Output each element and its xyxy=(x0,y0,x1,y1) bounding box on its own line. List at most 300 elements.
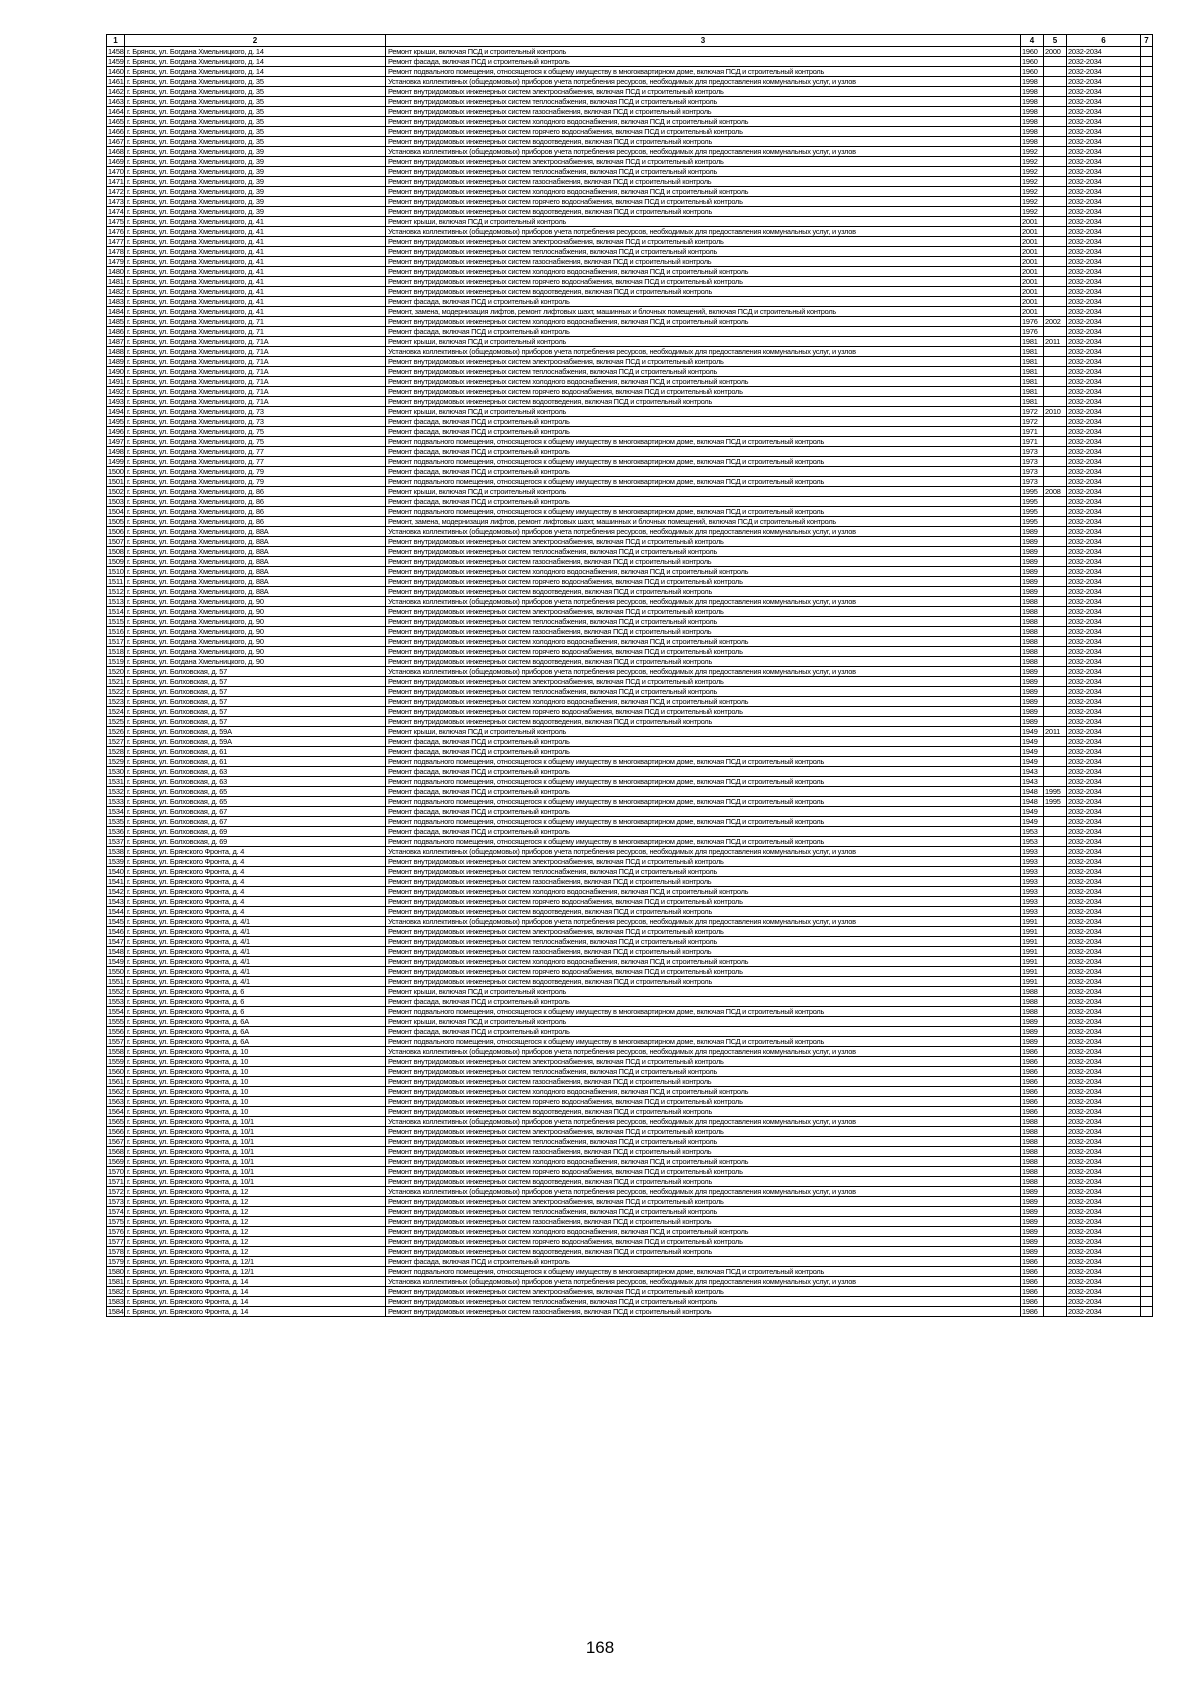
build-year-cell: 1988 xyxy=(1021,997,1044,1007)
table-row xyxy=(107,807,1153,817)
work-type-cell: Ремонт внутридомовых инженерных систем газоснабжения, включая ПСД и строительный контроль xyxy=(386,1217,1021,1227)
last-repair-year-cell xyxy=(1044,1207,1067,1217)
table-row xyxy=(107,637,1153,647)
last-repair-year-cell xyxy=(1044,997,1067,1007)
address-cell: г. Брянск, ул. Брянского Фронта, д. 14 xyxy=(125,1287,386,1297)
planned-period-cell: 2032-2034 xyxy=(1067,137,1141,147)
table-row xyxy=(107,967,1153,977)
empty-cell xyxy=(1141,217,1153,227)
empty-cell xyxy=(1141,87,1153,97)
last-repair-year-cell xyxy=(1044,667,1067,677)
build-year-cell: 2001 xyxy=(1021,217,1044,227)
empty-cell xyxy=(1141,1187,1153,1197)
empty-cell xyxy=(1141,987,1153,997)
address-cell: г. Брянск, ул. Богдана Хмельницкого, д. 88А xyxy=(125,587,386,597)
address-cell: г. Брянск, ул. Болховская, д. 65 xyxy=(125,787,386,797)
build-year-cell: 1991 xyxy=(1021,937,1044,947)
build-year-cell: 1989 xyxy=(1021,527,1044,537)
planned-period-cell: 2032-2034 xyxy=(1067,377,1141,387)
planned-period-cell: 2032-2034 xyxy=(1067,567,1141,577)
table-row xyxy=(107,1267,1153,1277)
address-cell: г. Брянск, ул. Богдана Хмельницкого, д. 90 xyxy=(125,617,386,627)
address-cell: г. Брянск, ул. Болховская, д. 57 xyxy=(125,717,386,727)
work-type-cell: Установка коллективных (общедомовых) приборов учета потребления ресурсов, необходимых для предоставления коммунальных услуг, и узлов xyxy=(386,1187,1021,1197)
build-year-cell: 1992 xyxy=(1021,177,1044,187)
row-number-cell: 1542 xyxy=(108,887,124,896)
build-year-cell: 1988 xyxy=(1021,1137,1044,1147)
address-cell: г. Брянск, ул. Богдана Хмельницкого, д. 14 xyxy=(125,47,386,57)
table-row xyxy=(107,1047,1153,1057)
planned-period-cell: 2032-2034 xyxy=(1067,1167,1141,1177)
address-cell: г. Брянск, ул. Брянского Фронта, д. 12/1 xyxy=(125,1257,386,1267)
address-cell: г. Брянск, ул. Болховская, д. 69 xyxy=(125,837,386,847)
row-number-cell: 1555 xyxy=(108,1017,124,1026)
row-number-cell: 1489 xyxy=(108,357,124,366)
work-type-cell: Ремонт крыши, включая ПСД и строительный контроль xyxy=(386,337,1021,347)
last-repair-year-cell xyxy=(1044,757,1067,767)
last-repair-year-cell: 2000 xyxy=(1044,47,1067,57)
build-year-cell: 1988 xyxy=(1021,1127,1044,1137)
address-cell: г. Брянск, ул. Богдана Хмельницкого, д. 88А xyxy=(125,557,386,567)
work-type-cell: Ремонт внутридомовых инженерных систем водоотведения, включая ПСД и строительный контроль xyxy=(386,207,1021,217)
address-cell: г. Брянск, ул. Брянского Фронта, д. 14 xyxy=(125,1297,386,1307)
planned-period-cell: 2032-2034 xyxy=(1067,1227,1141,1237)
last-repair-year-cell xyxy=(1044,1167,1067,1177)
empty-cell xyxy=(1141,467,1153,477)
table-row xyxy=(107,397,1153,407)
address-cell: г. Брянск, ул. Богдана Хмельницкого, д. 35 xyxy=(125,77,386,87)
table-row xyxy=(107,627,1153,637)
row-number-cell: 1467 xyxy=(108,137,124,146)
table-row xyxy=(107,457,1153,467)
last-repair-year-cell xyxy=(1044,377,1067,387)
table-row xyxy=(107,417,1153,427)
work-type-cell: Установка коллективных (общедомовых) приборов учета потребления ресурсов, необходимых для предоставления коммунальных услуг, и узлов xyxy=(386,917,1021,927)
empty-cell xyxy=(1141,47,1153,57)
last-repair-year-cell xyxy=(1044,957,1067,967)
build-year-cell: 1986 xyxy=(1021,1257,1044,1267)
planned-period-cell: 2032-2034 xyxy=(1067,537,1141,547)
header-col-3: 3 xyxy=(386,35,1021,47)
work-type-cell: Ремонт внутридомовых инженерных систем теплоснабжения, включая ПСД и строительный контроль xyxy=(386,1067,1021,1077)
build-year-cell: 1998 xyxy=(1021,117,1044,127)
build-year-cell: 1991 xyxy=(1021,947,1044,957)
address-cell: г. Брянск, ул. Богдана Хмельницкого, д. 41 xyxy=(125,267,386,277)
work-type-cell: Ремонт крыши, включая ПСД и строительный контроль xyxy=(386,1017,1021,1027)
build-year-cell: 1989 xyxy=(1021,1247,1044,1257)
last-repair-year-cell xyxy=(1044,547,1067,557)
address-cell: г. Брянск, ул. Болховская, д. 61 xyxy=(125,757,386,767)
empty-cell xyxy=(1141,1007,1153,1017)
table-row xyxy=(107,407,1153,417)
table-row xyxy=(107,887,1153,897)
row-number-cell: 1465 xyxy=(108,117,124,126)
planned-period-cell: 2032-2034 xyxy=(1067,157,1141,167)
empty-cell xyxy=(1141,607,1153,617)
row-number-cell: 1493 xyxy=(108,397,124,406)
last-repair-year-cell xyxy=(1044,977,1067,987)
address-cell: г. Брянск, ул. Богдана Хмельницкого, д. 41 xyxy=(125,297,386,307)
last-repair-year-cell xyxy=(1044,817,1067,827)
empty-cell xyxy=(1141,107,1153,117)
empty-cell xyxy=(1141,397,1153,407)
planned-period-cell: 2032-2034 xyxy=(1067,57,1141,67)
build-year-cell: 1973 xyxy=(1021,467,1044,477)
build-year-cell: 1972 xyxy=(1021,417,1044,427)
planned-period-cell: 2032-2034 xyxy=(1067,327,1141,337)
header-col-1: 1 xyxy=(107,35,125,47)
address-cell: г. Брянск, ул. Богдана Хмельницкого, д. 75 xyxy=(125,427,386,437)
address-cell: г. Брянск, ул. Богдана Хмельницкого, д. 41 xyxy=(125,287,386,297)
work-type-cell: Ремонт внутридомовых инженерных систем теплоснабжения, включая ПСД и строительный контроль xyxy=(386,167,1021,177)
row-number-cell: 1548 xyxy=(108,947,124,956)
address-cell: г. Брянск, ул. Богдана Хмельницкого, д. 88А xyxy=(125,567,386,577)
empty-cell xyxy=(1141,127,1153,137)
row-number-cell: 1582 xyxy=(108,1287,124,1296)
planned-period-cell: 2032-2034 xyxy=(1067,397,1141,407)
row-number-cell: 1519 xyxy=(108,657,124,666)
work-type-cell: Ремонт внутридомовых инженерных систем электроснабжения, включая ПСД и строительный контроль xyxy=(386,1057,1021,1067)
address-cell: г. Брянск, ул. Богдана Хмельницкого, д. 71 xyxy=(125,327,386,337)
table-row xyxy=(107,1297,1153,1307)
address-cell: г. Брянск, ул. Болховская, д. 57 xyxy=(125,667,386,677)
address-cell: г. Брянск, ул. Брянского Фронта, д. 6 xyxy=(125,997,386,1007)
empty-cell xyxy=(1141,567,1153,577)
empty-cell xyxy=(1141,697,1153,707)
planned-period-cell: 2032-2034 xyxy=(1067,227,1141,237)
row-number-cell: 1534 xyxy=(108,807,124,816)
last-repair-year-cell xyxy=(1044,157,1067,167)
empty-cell xyxy=(1141,1077,1153,1087)
work-type-cell: Ремонт фасада, включая ПСД и строительный контроль xyxy=(386,327,1021,337)
work-type-cell: Ремонт внутридомовых инженерных систем электроснабжения, включая ПСД и строительный контроль xyxy=(386,87,1021,97)
planned-period-cell: 2032-2034 xyxy=(1067,1237,1141,1247)
planned-period-cell: 2032-2034 xyxy=(1067,1287,1141,1297)
planned-period-cell: 2032-2034 xyxy=(1067,987,1141,997)
address-cell: г. Брянск, ул. Богдана Хмельницкого, д. 41 xyxy=(125,227,386,237)
work-type-cell: Ремонт фасада, включая ПСД и строительный контроль xyxy=(386,747,1021,757)
last-repair-year-cell xyxy=(1044,527,1067,537)
build-year-cell: 1993 xyxy=(1021,857,1044,867)
row-number-cell: 1486 xyxy=(108,327,124,336)
address-cell: г. Брянск, ул. Брянского Фронта, д. 6А xyxy=(125,1027,386,1037)
planned-period-cell: 2032-2034 xyxy=(1067,937,1141,947)
empty-cell xyxy=(1141,307,1153,317)
last-repair-year-cell xyxy=(1044,397,1067,407)
header-col-2: 2 xyxy=(125,35,386,47)
work-type-cell: Ремонт, замена, модернизация лифтов, ремонт лифтовых шахт, машинных и блочных помещений, включая ПСД и строительный контроль xyxy=(386,307,1021,317)
table-row xyxy=(107,67,1153,77)
last-repair-year-cell xyxy=(1044,1007,1067,1017)
planned-period-cell: 2032-2034 xyxy=(1067,277,1141,287)
address-cell: г. Брянск, ул. Богдана Хмельницкого, д. 71А xyxy=(125,377,386,387)
last-repair-year-cell: 2011 xyxy=(1044,337,1067,347)
address-cell: г. Брянск, ул. Брянского Фронта, д. 10 xyxy=(125,1057,386,1067)
row-number-cell: 1483 xyxy=(108,297,124,306)
table-row xyxy=(107,827,1153,837)
empty-cell xyxy=(1141,1267,1153,1277)
address-cell: г. Брянск, ул. Богдана Хмельницкого, д. 41 xyxy=(125,247,386,257)
table-row xyxy=(107,217,1153,227)
empty-cell xyxy=(1141,907,1153,917)
last-repair-year-cell xyxy=(1044,557,1067,567)
empty-cell xyxy=(1141,837,1153,847)
build-year-cell: 2001 xyxy=(1021,257,1044,267)
row-number-cell: 1531 xyxy=(108,777,124,786)
build-year-cell: 1989 xyxy=(1021,1037,1044,1047)
planned-period-cell: 2032-2034 xyxy=(1067,587,1141,597)
last-repair-year-cell: 1995 xyxy=(1044,797,1067,807)
empty-cell xyxy=(1141,967,1153,977)
planned-period-cell: 2032-2034 xyxy=(1067,517,1141,527)
build-year-cell: 2001 xyxy=(1021,267,1044,277)
work-type-cell: Ремонт внутридомовых инженерных систем водоотведения, включая ПСД и строительный контроль xyxy=(386,287,1021,297)
address-cell: г. Брянск, ул. Брянского Фронта, д. 4 xyxy=(125,897,386,907)
table-row xyxy=(107,1087,1153,1097)
planned-period-cell: 2032-2034 xyxy=(1067,97,1141,107)
planned-period-cell: 2032-2034 xyxy=(1067,147,1141,157)
table-row xyxy=(107,157,1153,167)
empty-cell xyxy=(1141,577,1153,587)
row-number-cell: 1469 xyxy=(108,157,124,166)
work-type-cell: Установка коллективных (общедомовых) приборов учета потребления ресурсов, необходимых для предоставления коммунальных услуг, и узлов xyxy=(386,667,1021,677)
table-row xyxy=(107,787,1153,797)
table-row xyxy=(107,617,1153,627)
table-row xyxy=(107,337,1153,347)
row-number-cell: 1541 xyxy=(108,877,124,886)
planned-period-cell: 2032-2034 xyxy=(1067,287,1141,297)
row-number-cell: 1505 xyxy=(108,517,124,526)
table-row xyxy=(107,87,1153,97)
build-year-cell: 2001 xyxy=(1021,287,1044,297)
last-repair-year-cell xyxy=(1044,417,1067,427)
build-year-cell: 1998 xyxy=(1021,107,1044,117)
empty-cell xyxy=(1141,117,1153,127)
planned-period-cell: 2032-2034 xyxy=(1067,207,1141,217)
build-year-cell: 1991 xyxy=(1021,957,1044,967)
address-cell: г. Брянск, ул. Богдана Хмельницкого, д. 90 xyxy=(125,657,386,667)
address-cell: г. Брянск, ул. Болховская, д. 63 xyxy=(125,777,386,787)
last-repair-year-cell xyxy=(1044,697,1067,707)
last-repair-year-cell xyxy=(1044,627,1067,637)
table-row xyxy=(107,1307,1153,1317)
work-type-cell: Ремонт фасада, включая ПСД и строительный контроль xyxy=(386,1257,1021,1267)
planned-period-cell: 2032-2034 xyxy=(1067,827,1141,837)
empty-cell xyxy=(1141,1227,1153,1237)
empty-cell xyxy=(1141,247,1153,257)
build-year-cell: 1948 xyxy=(1021,797,1044,807)
planned-period-cell: 2032-2034 xyxy=(1067,577,1141,587)
empty-cell xyxy=(1141,1237,1153,1247)
table-row xyxy=(107,227,1153,237)
row-number-cell: 1527 xyxy=(108,737,124,746)
empty-cell xyxy=(1141,77,1153,87)
last-repair-year-cell xyxy=(1044,737,1067,747)
row-number-cell: 1515 xyxy=(108,617,124,626)
row-number-cell: 1484 xyxy=(108,307,124,316)
address-cell: г. Брянск, ул. Брянского Фронта, д. 10/1 xyxy=(125,1177,386,1187)
address-cell: г. Брянск, ул. Брянского Фронта, д. 4/1 xyxy=(125,977,386,987)
last-repair-year-cell xyxy=(1044,877,1067,887)
empty-cell xyxy=(1141,587,1153,597)
build-year-cell: 1989 xyxy=(1021,1227,1044,1237)
table-row xyxy=(107,557,1153,567)
planned-period-cell: 2032-2034 xyxy=(1067,857,1141,867)
planned-period-cell: 2032-2034 xyxy=(1067,1107,1141,1117)
planned-period-cell: 2032-2034 xyxy=(1067,977,1141,987)
work-type-cell: Ремонт внутридомовых инженерных систем газоснабжения, включая ПСД и строительный контроль xyxy=(386,1307,1021,1317)
planned-period-cell: 2032-2034 xyxy=(1067,1087,1141,1097)
work-type-cell: Ремонт подвального помещения, относящегося к общему имуществу в многоквартирном доме, включая ПСД и строительный контроль xyxy=(386,757,1021,767)
work-type-cell: Ремонт фасада, включая ПСД и строительный контроль xyxy=(386,827,1021,837)
planned-period-cell: 2032-2034 xyxy=(1067,1217,1141,1227)
last-repair-year-cell xyxy=(1044,677,1067,687)
address-cell: г. Брянск, ул. Богдана Хмельницкого, д. 35 xyxy=(125,97,386,107)
last-repair-year-cell xyxy=(1044,897,1067,907)
build-year-cell: 1971 xyxy=(1021,427,1044,437)
table-row xyxy=(107,1147,1153,1157)
empty-cell xyxy=(1141,547,1153,557)
address-cell: г. Брянск, ул. Болховская, д. 67 xyxy=(125,817,386,827)
build-year-cell: 1988 xyxy=(1021,627,1044,637)
empty-cell xyxy=(1141,497,1153,507)
work-type-cell: Ремонт крыши, включая ПСД и строительный контроль xyxy=(386,487,1021,497)
work-type-cell: Ремонт внутридомовых инженерных систем газоснабжения, включая ПСД и строительный контроль xyxy=(386,947,1021,957)
row-number-cell: 1538 xyxy=(108,847,124,856)
work-type-cell: Ремонт внутридомовых инженерных систем электроснабжения, включая ПСД и строительный контроль xyxy=(386,357,1021,367)
table-row xyxy=(107,347,1153,357)
table-row xyxy=(107,717,1153,727)
row-number-cell: 1496 xyxy=(108,427,124,436)
table-row xyxy=(107,497,1153,507)
address-cell: г. Брянск, ул. Брянского Фронта, д. 12 xyxy=(125,1247,386,1257)
last-repair-year-cell xyxy=(1044,1217,1067,1227)
empty-cell xyxy=(1141,827,1153,837)
planned-period-cell: 2032-2034 xyxy=(1067,657,1141,667)
empty-cell xyxy=(1141,787,1153,797)
planned-period-cell: 2032-2034 xyxy=(1067,1117,1141,1127)
address-cell: г. Брянск, ул. Болховская, д. 59А xyxy=(125,727,386,737)
last-repair-year-cell xyxy=(1044,647,1067,657)
address-cell: г. Брянск, ул. Болховская, д. 67 xyxy=(125,807,386,817)
work-type-cell: Ремонт внутридомовых инженерных систем холодного водоснабжения, включая ПСД и строительный контроль xyxy=(386,697,1021,707)
build-year-cell: 1989 xyxy=(1021,1017,1044,1027)
empty-cell xyxy=(1141,1137,1153,1147)
table-row xyxy=(107,247,1153,257)
document-page xyxy=(106,34,1152,1317)
row-number-cell: 1473 xyxy=(108,197,124,206)
work-type-cell: Установка коллективных (общедомовых) приборов учета потребления ресурсов, необходимых для предоставления коммунальных услуг, и узлов xyxy=(386,597,1021,607)
last-repair-year-cell xyxy=(1044,917,1067,927)
last-repair-year-cell xyxy=(1044,97,1067,107)
build-year-cell: 1988 xyxy=(1021,1117,1044,1127)
build-year-cell: 1960 xyxy=(1021,67,1044,77)
planned-period-cell: 2032-2034 xyxy=(1067,247,1141,257)
work-type-cell: Ремонт внутридомовых инженерных систем водоотведения, включая ПСД и строительный контроль xyxy=(386,587,1021,597)
work-type-cell: Ремонт фасада, включая ПСД и строительный контроль xyxy=(386,417,1021,427)
table-row xyxy=(107,937,1153,947)
last-repair-year-cell xyxy=(1044,507,1067,517)
empty-cell xyxy=(1141,757,1153,767)
address-cell: г. Брянск, ул. Брянского Фронта, д. 14 xyxy=(125,1307,386,1317)
empty-cell xyxy=(1141,157,1153,167)
empty-cell xyxy=(1141,197,1153,207)
empty-cell xyxy=(1141,977,1153,987)
address-cell: г. Брянск, ул. Брянского Фронта, д. 10/1 xyxy=(125,1117,386,1127)
build-year-cell: 1988 xyxy=(1021,1147,1044,1157)
empty-cell xyxy=(1141,347,1153,357)
last-repair-year-cell xyxy=(1044,1257,1067,1267)
last-repair-year-cell xyxy=(1044,967,1067,977)
build-year-cell: 1988 xyxy=(1021,637,1044,647)
build-year-cell: 1998 xyxy=(1021,77,1044,87)
build-year-cell: 1986 xyxy=(1021,1297,1044,1307)
build-year-cell: 1989 xyxy=(1021,1187,1044,1197)
build-year-cell: 1953 xyxy=(1021,827,1044,837)
empty-cell xyxy=(1141,1067,1153,1077)
planned-period-cell: 2032-2034 xyxy=(1067,927,1141,937)
build-year-cell: 1993 xyxy=(1021,847,1044,857)
work-type-cell: Ремонт внутридомовых инженерных систем теплоснабжения, включая ПСД и строительный контроль xyxy=(386,937,1021,947)
build-year-cell: 1986 xyxy=(1021,1077,1044,1087)
planned-period-cell: 2032-2034 xyxy=(1067,467,1141,477)
table-row xyxy=(107,1067,1153,1077)
last-repair-year-cell xyxy=(1044,1197,1067,1207)
work-type-cell: Ремонт подвального помещения, относящегося к общему имуществу в многоквартирном доме, включая ПСД и строительный контроль xyxy=(386,797,1021,807)
build-year-cell: 1998 xyxy=(1021,87,1044,97)
table-row xyxy=(107,727,1153,737)
row-number-cell: 1583 xyxy=(108,1297,124,1306)
table-row xyxy=(107,737,1153,747)
empty-cell xyxy=(1141,457,1153,467)
last-repair-year-cell xyxy=(1044,767,1067,777)
row-number-cell: 1511 xyxy=(108,577,124,586)
empty-cell xyxy=(1141,1097,1153,1107)
planned-period-cell: 2032-2034 xyxy=(1067,627,1141,637)
address-cell: г. Брянск, ул. Брянского Фронта, д. 10 xyxy=(125,1077,386,1087)
row-number-cell: 1554 xyxy=(108,1007,124,1016)
build-year-cell: 1986 xyxy=(1021,1107,1044,1117)
address-cell: г. Брянск, ул. Богдана Хмельницкого, д. 90 xyxy=(125,637,386,647)
work-type-cell: Ремонт внутридомовых инженерных систем горячего водоснабжения, включая ПСД и строительный контроль xyxy=(386,967,1021,977)
address-cell: г. Брянск, ул. Брянского Фронта, д. 12 xyxy=(125,1217,386,1227)
build-year-cell: 1989 xyxy=(1021,697,1044,707)
build-year-cell: 2001 xyxy=(1021,307,1044,317)
last-repair-year-cell xyxy=(1044,497,1067,507)
work-type-cell: Ремонт фасада, включая ПСД и строительный контроль xyxy=(386,497,1021,507)
table-row xyxy=(107,667,1153,677)
table-row xyxy=(107,97,1153,107)
work-type-cell: Ремонт внутридомовых инженерных систем теплоснабжения, включая ПСД и строительный контроль xyxy=(386,1137,1021,1147)
address-cell: г. Брянск, ул. Богдана Хмельницкого, д. 86 xyxy=(125,497,386,507)
address-cell: г. Брянск, ул. Богдана Хмельницкого, д. 39 xyxy=(125,177,386,187)
work-type-cell: Ремонт внутридомовых инженерных систем теплоснабжения, включая ПСД и строительный контроль xyxy=(386,367,1021,377)
address-cell: г. Брянск, ул. Богдана Хмельницкого, д. 71А xyxy=(125,397,386,407)
row-number-cell: 1523 xyxy=(108,697,124,706)
work-type-cell: Ремонт внутридомовых инженерных систем холодного водоснабжения, включая ПСД и строительный контроль xyxy=(386,1087,1021,1097)
table-row xyxy=(107,147,1153,157)
table-row xyxy=(107,197,1153,207)
address-cell: г. Брянск, ул. Богдана Хмельницкого, д. 86 xyxy=(125,517,386,527)
planned-period-cell: 2032-2034 xyxy=(1067,617,1141,627)
work-type-cell: Ремонт фасада, включая ПСД и строительный контроль xyxy=(386,297,1021,307)
empty-cell xyxy=(1141,1037,1153,1047)
planned-period-cell: 2032-2034 xyxy=(1067,477,1141,487)
last-repair-year-cell xyxy=(1044,137,1067,147)
planned-period-cell: 2032-2034 xyxy=(1067,557,1141,567)
row-number-cell: 1584 xyxy=(108,1307,124,1316)
last-repair-year-cell: 2010 xyxy=(1044,407,1067,417)
